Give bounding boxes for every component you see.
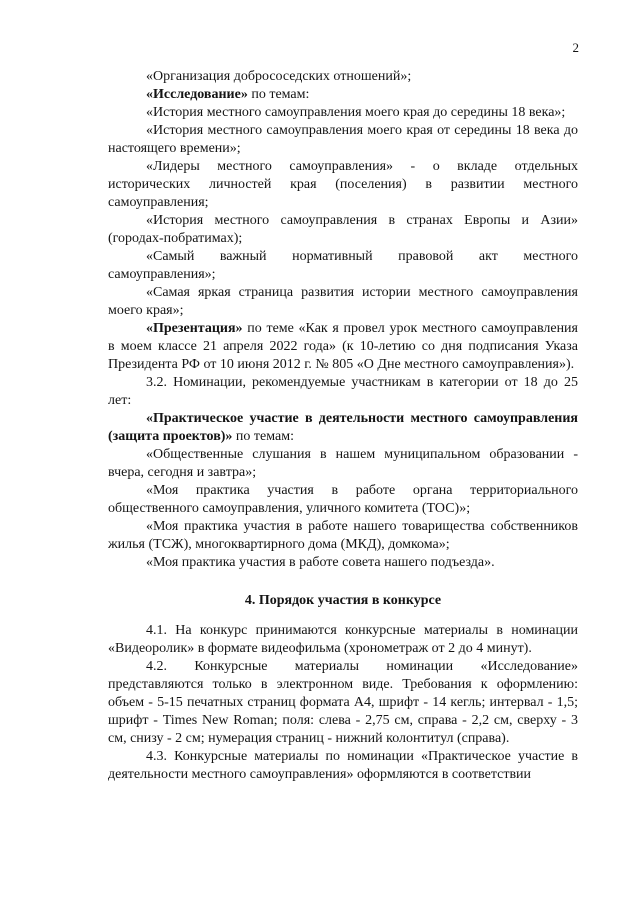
paragraph: «Моя практика участия в работе нашего товарищества собственников жилья (ТСЖ), многоквартирного дома (МКД), домкома»; bbox=[108, 519, 578, 552]
paragraph: «История местного самоуправления в странах Европы и Азии» (городах-побратимах); bbox=[108, 213, 578, 246]
paragraph: «Организация добрососедских отношений»; bbox=[146, 69, 412, 84]
nomination-title: «Исследование» bbox=[146, 87, 248, 102]
nomination-title: «Практическое участие в деятельности местного самоуправления (защита проектов)» bbox=[108, 411, 578, 444]
paragraph: 4.1. На конкурс принимаются конкурсные материалы в номинации «Видеоролик» в формате видеофильма (хронометраж от 2 до 4 минут). bbox=[108, 623, 578, 656]
paragraph: 4.2. Конкурсные материалы номинации «Исследование» представляются только в электронном виде. Требования к оформлению: объем - 5-15 печатных страниц формата А4, шрифт - 14 кегль; интервал - 1,5; шрифт - Times New Roman; поля: слева - 2,75 см, справа - 2,2 см, сверху - 3 см, снизу - 2 см; нумерация страниц - нижний колонтитул (справа). bbox=[108, 659, 578, 746]
paragraph: «Лидеры местного самоуправления» - о вкладе отдельных исторических личностей края (поселения) в развитии местного самоуправления; bbox=[108, 159, 578, 210]
paragraph: 3.2. Номинации, рекомендуемые участникам в категории от 18 до 25 лет: bbox=[108, 375, 578, 408]
paragraph: «Моя практика участия в работе органа территориального общественного самоуправления, уличного комитета (ТОС)»; bbox=[108, 483, 578, 516]
paragraph: «Исследование» по темам: bbox=[146, 87, 310, 102]
paragraph: «Самая яркая страница развития истории местного самоуправления моего края»; bbox=[108, 285, 578, 318]
paragraph: «Практическое участие в деятельности местного самоуправления (защита проектов)» по темам: bbox=[108, 411, 578, 444]
paragraph: 4.3. Конкурсные материалы по номинации «Практическое участие в деятельности местного самоуправления» оформляются в соответствии bbox=[108, 749, 578, 782]
paragraph: «Самый важный нормативный правовой акт местного самоуправления»; bbox=[108, 249, 578, 282]
paragraph: «Презентация» по теме «Как я провел урок местного самоуправления в моем классе 21 апреля 2022 года» (к 10-летию со дня подписания Указа Президента РФ от 10 июня 2012 г. № 805 «О Дне местного самоуправления»). bbox=[108, 321, 578, 372]
paragraph: «Общественные слушания в нашем муниципальном образовании - вчера, сегодня и завтра»; bbox=[108, 447, 578, 480]
paragraph: «Моя практика участия в работе совета нашего подъезда». bbox=[146, 555, 495, 570]
paragraph: «История местного самоуправления моего края от середины 18 века до настоящего времени»; bbox=[108, 123, 578, 156]
nomination-title: «Презентация» bbox=[146, 321, 243, 336]
section-heading: 4. Порядок участия в конкурсе bbox=[244, 593, 442, 608]
paragraph: «История местного самоуправления моего края до середины 18 века»; bbox=[146, 105, 566, 120]
page-number: 2 bbox=[572, 40, 579, 55]
document-body bbox=[108, 68, 578, 784]
